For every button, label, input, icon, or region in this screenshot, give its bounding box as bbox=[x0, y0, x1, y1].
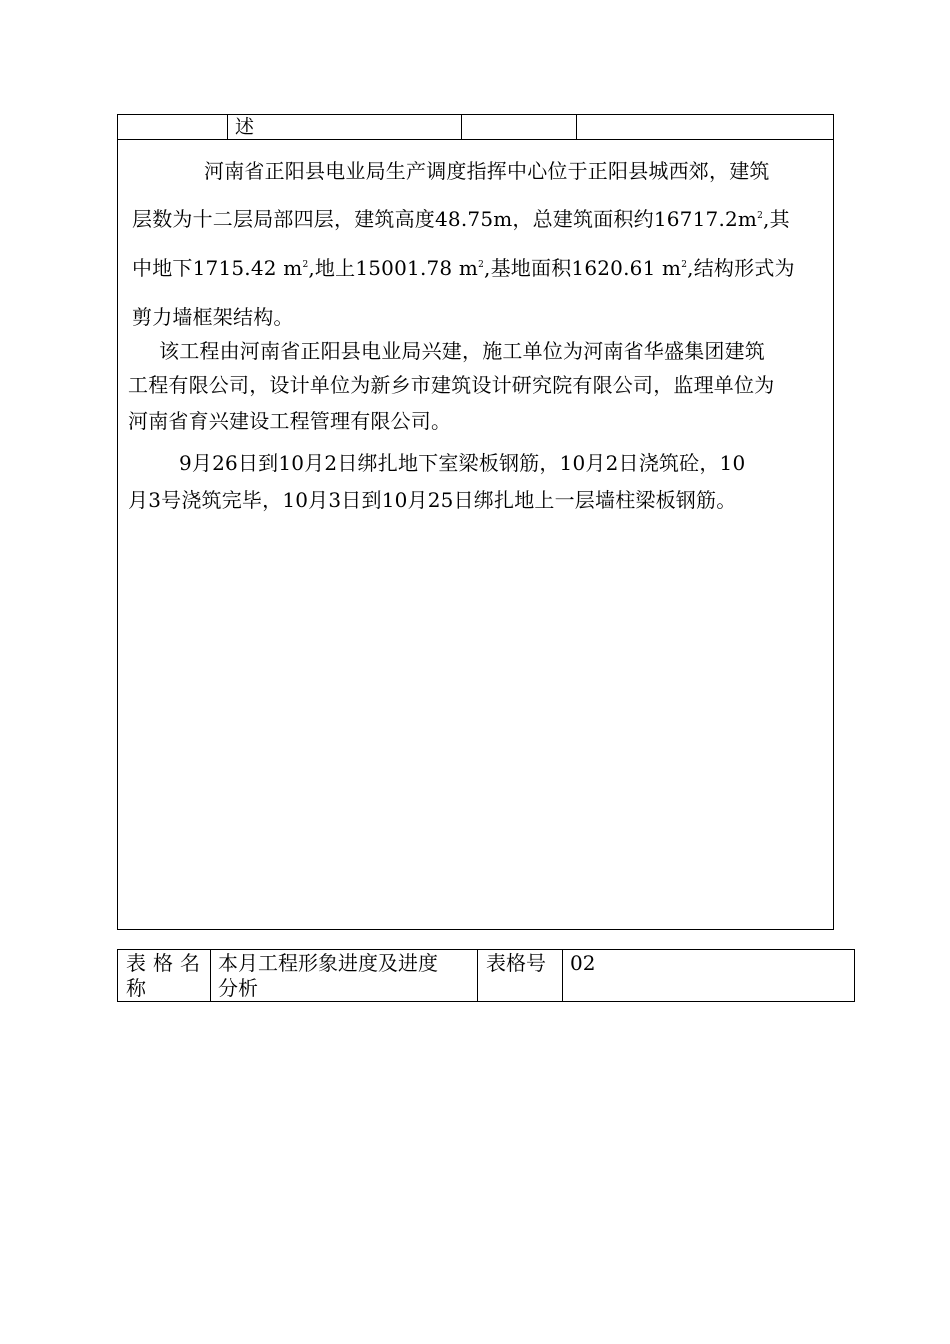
text-span: 中地下1715.42 m bbox=[132, 256, 303, 280]
header-cell-description: 述 bbox=[228, 115, 462, 139]
overview-content bbox=[118, 141, 833, 929]
header-cell-blank-1 bbox=[118, 115, 228, 139]
text-span: 层数为十二层局部四层，建筑高度48.75m，总建筑面积约16717.2m bbox=[132, 207, 758, 231]
paragraph-2-line-2: 工程有限公司，设计单位为新乡市建筑设计研究院有限公司，监理单位为 bbox=[128, 373, 775, 397]
text-span: ,地上15001.78 m bbox=[308, 256, 479, 280]
paragraph-1-line-4: 剪力墙框架结构。 bbox=[132, 305, 294, 329]
paragraph-1-line-1: 河南省正阳县电业局生产调度指挥中心位于正阳县城西郊，建筑 bbox=[204, 159, 770, 183]
paragraph-1-line-2 bbox=[128, 205, 832, 233]
form-number-value: 02 bbox=[570, 951, 596, 975]
paragraph-3-line-1: 9月26日到10月2日绑扎地下室梁板钢筋，10月2日浇筑砼，10 bbox=[179, 451, 746, 475]
superscript: 2 bbox=[302, 260, 309, 270]
text-span: ,其 bbox=[763, 207, 790, 231]
form-number-value-cell bbox=[563, 950, 854, 1001]
superscript: 2 bbox=[681, 260, 688, 270]
form-name-label-line-2: 称 bbox=[126, 976, 146, 1000]
paragraph-2-line-1: 该工程由河南省正阳县电业局兴建，施工单位为河南省华盛集团建筑 bbox=[159, 339, 765, 363]
text-span: ,基地面积1620.61 m bbox=[484, 256, 682, 280]
overview-header-row bbox=[118, 115, 833, 140]
paragraph-3-line-2: 月3号浇筑完毕，10月3日到10月25日绑扎地上一层墙柱梁板钢筋。 bbox=[128, 488, 737, 512]
overview-table bbox=[117, 114, 834, 930]
form-name-value-line-1: 本月工程形象进度及进度 bbox=[218, 951, 438, 975]
form-info-table bbox=[117, 949, 855, 1002]
form-number-label: 表格号 bbox=[486, 951, 546, 975]
header-cell-blank-3 bbox=[577, 115, 833, 139]
form-number-label-cell bbox=[478, 950, 563, 1001]
text-span: ,结构形式为 bbox=[687, 256, 795, 280]
paragraph-2-line-3: 河南省育兴建设工程管理有限公司。 bbox=[128, 409, 452, 433]
superscript: 2 bbox=[757, 211, 764, 221]
header-cell-blank-2 bbox=[462, 115, 577, 139]
form-name-label-cell bbox=[118, 950, 211, 1001]
form-name-value-cell bbox=[211, 950, 478, 1001]
superscript: 2 bbox=[478, 260, 485, 270]
form-name-label-line-1: 表格名 bbox=[126, 951, 207, 975]
paragraph-1-line-3 bbox=[128, 254, 832, 282]
form-name-value-line-2: 分析 bbox=[218, 976, 258, 1000]
